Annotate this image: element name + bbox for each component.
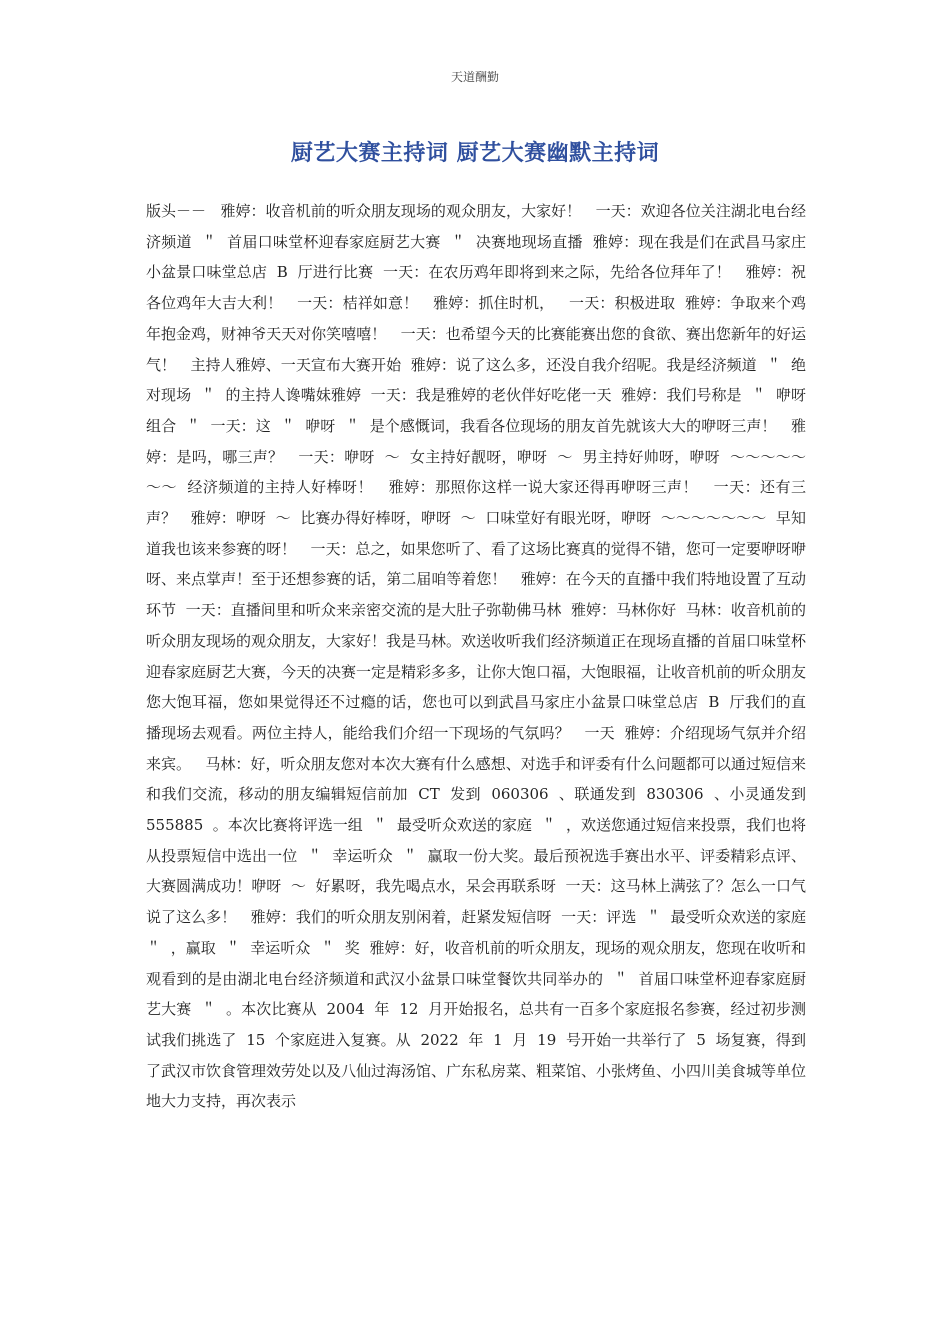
page-header: 天道酬勤 bbox=[450, 70, 499, 84]
document-body: 版头－－ 雅婷：收音机前的听众朋友现场的观众朋友，大家好！ 一天：欢迎各位关注湖北电台经济频道 ＂ 首届口味堂杯迎春家庭厨艺大赛 ＂ 决赛地现场直播 雅婷：现在我是们在武昌马家庄小盆景口味堂总店 B 厅进行比赛 一天：在农历鸡年即将到来之际，先给各位拜年了！ 雅婷：祝各位鸡年大吉大利！ 一天：桔祥如意！ 雅婷：抓住时机， 一天：积极进取 雅婷：争取来个鸡年抱金鸡，财神爷天天对你笑嘻嘻！ 一天：也希望今天的比赛能赛出您的食欲、赛出您新年的好运气！ 主持人雅婷、一天宣布大赛开始 雅婷：说了这么多，还没自我介绍呢。我是经济频道 ＂ 绝对现场 ＂ 的主持人谗嘴妹雅婷 一天：我是雅婷的老伙伴好吃佬一天 雅婷：我们号称是 ＂ 咿呀组合 ＂ 一天：这 ＂ 咿呀 ＂ 是个感慨词，我看各位现场的朋友首先就该大大的咿呀三声！ 雅婷：是吗，哪三声？ 一天：咿呀 ～ 女主持好靓呀，咿呀 ～ 男主持好帅呀，咿呀 ～～～～～～～ 经济频道的主持人好棒呀！ 雅婷：那照你这样一说大家还得再咿呀三声！ 一天：还有三声？ 雅婷：咿呀 ～ 比赛办得好棒呀，咿呀 ～ 口味堂好有眼光呀，咿呀 ～～～～～～～ 早知道我也该来参赛的呀！ 一天：总之，如果您听了、看了这场比赛真的觉得不错，您可一定要咿呀咿呀、来点掌声！至于还想参赛的话，第二届咱等着您！ 雅婷：在今天的直播中我们特地设置了互动环节 一天：直播间里和听众来亲密交流的是大肚子弥勒佛马林 雅婷：马林你好 马林：收音机前的听众朋友现场的观众朋友，大家好！我是马林。欢送收听我们经济频道正在现场直播的首届口味堂杯迎春家庭厨艺大赛，今天的决赛一定是精彩多多，让你大饱口福，大饱眼福，让收音机前的听众朋友您大饱耳福，您如果觉得还不过瘾的话，您也可以到武昌马家庄小盆景口味堂总店 B 厅我们的直播现场去观看。两位主持人，能给我们介绍一下现场的气氛吗？ 一天 雅婷：介绍现场气氛并介绍来宾。 马林：好，听众朋友您对本次大赛有什么感想、对选手和评委有什么问题都可以通过短信来和我们交流，移动的朋友编辑短信前加 CT 发到 060306 、联通发到 830306 、小灵通发到 555885 。本次比赛将评选一组 ＂ 最受听众欢送的家庭 ＂ ，欢送您通过短信来投票，我们也将从投票短信中选出一位 ＂ 幸运听众 ＂ 赢取一份大奖。最后预祝选手赛出水平、评委精彩点评、大赛圆满成功！咿呀 ～ 好累呀，我先喝点水，呆会再联系呀 一天：这马林上满弦了？怎么一口气说了这么多！ 雅婷：我们的听众朋友别闲着，赶紧发短信呀 一天：评选 ＂ 最受听众欢送的家庭 ＂ ，赢取 ＂ 幸运听众 ＂ 奖 雅婷：好，收音机前的听众朋友，现场的观众朋友，您现在收听和观看到的是由湖北电台经济频道和武汉小盆景口味堂餐饮共同举办的 ＂ 首届口味堂杯迎春家庭厨艺大赛 ＂ 。本次比赛从 2004 年 12 月开始报名，总共有一百多个家庭报名参赛，经过初步测试我们挑选了 15 个家庭进入复赛。从 2022 年 1 月 19 号开始一共举行了 5 场复赛，得到了武汉市饮食管理效劳处以及八仙过海汤馆、广东私房菜、粗菜馆、小张烤鱼、小四川美食城等单位地大力支持，再次表示 bbox=[146, 202, 816, 1111]
document-title: 厨艺大赛主持词 厨艺大赛幽默主持词 bbox=[290, 141, 660, 166]
